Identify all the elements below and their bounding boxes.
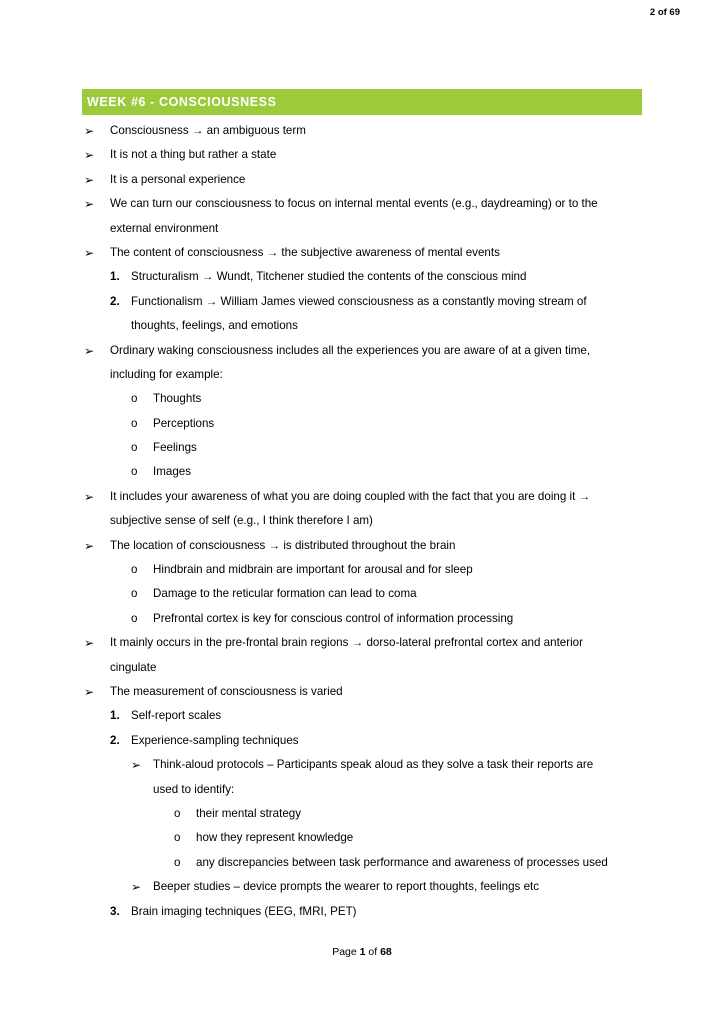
item-text: It is not a thing but rather a state [110, 148, 277, 162]
circle-bullet-icon: o [131, 611, 138, 625]
arrow-bullet-icon: ➢ [84, 124, 95, 138]
item-text: We can turn our consciousness to focus on internal mental events (e.g., daydreaming) or to the [110, 197, 598, 211]
list-item [82, 192, 642, 216]
item-text: The content of consciousness → the subjective awareness of mental events [110, 245, 500, 259]
list-item [82, 631, 642, 655]
circle-bullet-icon: o [131, 441, 138, 455]
list-item-continuation [82, 509, 642, 533]
nested-list-item [82, 753, 642, 777]
item-text: Structuralism → Wundt, Titchener studied the contents of the conscious mind [131, 270, 527, 284]
item-text: It mainly occurs in the pre-frontal brain regions → dorso-lateral prefrontal cortex and anterior [110, 636, 583, 650]
item-text: Consciousness → an ambiguous term [110, 124, 306, 137]
arrow-bullet-icon: ➢ [131, 880, 142, 895]
sub-list-item [82, 607, 642, 631]
sub-list-item [82, 558, 642, 582]
page-footer [0, 946, 724, 958]
arrow-bullet-icon: ➢ [84, 245, 95, 260]
list-item [82, 119, 642, 143]
footer-current-page: 1 [359, 946, 366, 958]
arrow-bullet-icon: ➢ [84, 197, 95, 212]
numbered-item [82, 900, 642, 924]
circle-bullet-icon: o [131, 465, 138, 479]
footer-middle: of [365, 946, 381, 958]
item-text: Prefrontal cortex is key for conscious control of information processing [153, 611, 514, 625]
arrow-bullet-icon: ➢ [131, 758, 142, 773]
list-item [82, 485, 642, 509]
circle-bullet-icon: o [131, 416, 138, 430]
arrow-bullet-icon: ➢ [84, 538, 95, 553]
item-text: Hindbrain and midbrain are important for arousal and for sleep [153, 563, 473, 577]
item-number: 2. [110, 733, 120, 747]
list-item [82, 143, 642, 167]
item-text: It is a personal experience [110, 172, 246, 186]
numbered-item-continuation [82, 314, 642, 338]
item-text: thoughts, feelings, and emotions [131, 319, 298, 333]
circle-bullet-icon: o [131, 563, 138, 577]
item-text: Think-aloud protocols – Participants speak aloud as they solve a task their reports are [153, 758, 594, 772]
numbered-item [82, 729, 642, 753]
sub-list-item [82, 387, 642, 411]
item-text: It includes your awareness of what you are doing coupled with the fact that you are doing it → [110, 489, 591, 503]
arrow-bullet-icon: ➢ [84, 489, 95, 504]
item-text: Self-report scales [131, 709, 222, 723]
item-text: any discrepancies between task performance and awareness of processes used [196, 855, 608, 869]
list-item [82, 241, 642, 265]
item-text: Experience-sampling techniques [131, 733, 299, 747]
item-text: how they represent knowledge [196, 831, 354, 845]
nested-list-item [82, 875, 642, 899]
item-text: their mental strategy [196, 806, 302, 820]
list-item [82, 339, 642, 363]
item-number: 1. [110, 709, 120, 723]
circle-bullet-icon: o [174, 831, 181, 845]
item-text: cingulate [110, 660, 157, 674]
item-number: 2. [110, 294, 120, 308]
item-text: external environment [110, 221, 219, 235]
page-counter: 2 of 69 [649, 7, 680, 18]
item-text: The measurement of consciousness is varied [110, 684, 343, 698]
list-item [82, 680, 642, 704]
circle-bullet-icon: o [174, 806, 181, 820]
item-number: 1. [110, 270, 120, 284]
item-text: Functionalism → William James viewed consciousness as a constantly moving stream of [131, 294, 587, 308]
notes-body [82, 119, 642, 924]
footer-total-pages: 68 [380, 946, 392, 958]
arrow-bullet-icon: ➢ [84, 148, 95, 163]
item-text: Images [153, 465, 192, 479]
circle-bullet-icon: o [174, 855, 181, 869]
item-text: Damage to the reticular formation can lead to coma [153, 587, 417, 601]
footer-prefix: Page [332, 946, 360, 958]
list-item-continuation [82, 656, 642, 680]
arrow-bullet-icon: ➢ [84, 172, 95, 187]
numbered-item [82, 704, 642, 728]
list-item-continuation [82, 217, 642, 241]
nested-list-item-continuation [82, 778, 642, 802]
section-title: WEEK #6 - CONSCIOUSNESS [82, 89, 642, 115]
circle-bullet-icon: o [131, 392, 138, 406]
sub-list-item [82, 412, 642, 436]
deep-list-item [82, 802, 642, 826]
item-text: Perceptions [153, 416, 215, 430]
item-text: Brain imaging techniques (EEG, fMRI, PET) [131, 904, 357, 918]
numbered-item [82, 265, 642, 289]
item-text: The location of consciousness → is distributed throughout the brain [110, 538, 456, 552]
deep-list-item [82, 826, 642, 850]
list-item [82, 168, 642, 192]
circle-bullet-icon: o [131, 587, 138, 601]
arrow-bullet-icon: ➢ [84, 343, 95, 358]
item-text: used to identify: [153, 782, 235, 796]
item-text: Beeper studies – device prompts the wearer to report thoughts, feelings etc [153, 880, 540, 894]
arrow-bullet-icon: ➢ [84, 636, 95, 651]
item-number: 3. [110, 904, 120, 918]
list-item-continuation [82, 363, 642, 387]
item-text: including for example: [110, 367, 223, 381]
sub-list-item [82, 582, 642, 606]
arrow-bullet-icon: ➢ [84, 684, 95, 699]
item-text: Feelings [153, 441, 197, 455]
deep-list-item [82, 851, 642, 875]
item-text: subjective sense of self (e.g., I think therefore I am) [110, 514, 373, 528]
numbered-item [82, 290, 642, 314]
item-text: Ordinary waking consciousness includes all the experiences you are aware of at a given time, [110, 343, 591, 357]
sub-list-item [82, 436, 642, 460]
list-item [82, 534, 642, 558]
sub-list-item [82, 460, 642, 484]
item-text: Thoughts [153, 392, 202, 406]
